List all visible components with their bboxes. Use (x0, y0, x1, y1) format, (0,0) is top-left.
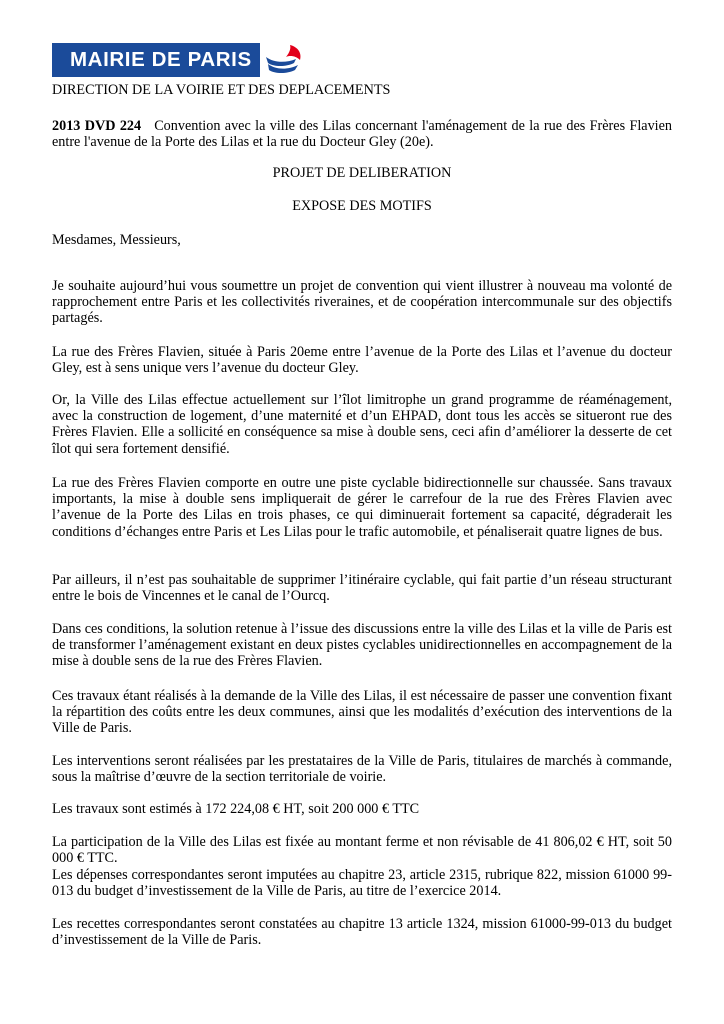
paragraph-2: La rue des Frères Flavien, située à Paris 20eme entre l’avenue de la Porte des Lilas et l’avenue du docteur Gley, est à sens unique vers l’avenue du docteur Gley. (52, 344, 672, 377)
paragraph-9: Les travaux sont estimés à 172 224,08 € HT, soit 200 000 € TTC (52, 801, 420, 817)
paragraph-4: La rue des Frères Flavien comporte en outre une piste cyclable bidirectionnelle sur chaussée. Sans travaux importants, la mise à double sens impliquerait de gérer le carrefour de la rue des Frères Flavien avec l’avenue de la Porte des Lilas en trois phases, ce qui diminuerait fortement sa capacité, dégraderait les conditions d’échanges entre Paris et Les Lilas pour le trafic automobile, et pénaliserait quatre lignes de bus. (52, 475, 672, 540)
paragraph-5: Par ailleurs, il n’est pas souhaitable de supprimer l’itinéraire cyclable, qui fait partie d’un réseau structurant entre le bois de Vincennes et le canal de l’Ourcq. (52, 572, 672, 605)
projet-heading: PROJET DE DELIBERATION (272, 165, 452, 181)
paragraph-7: Ces travaux étant réalisés à la demande de la Ville des Lilas, il est nécessaire de passer une convention fixant la répartition des coûts entre les deux communes, ainsi que les modalités d’exécution des interventions de la Ville de Paris. (52, 688, 672, 737)
direction-heading: DIRECTION DE LA VOIRIE ET DES DEPLACEMENTS (52, 82, 391, 98)
paragraph-6: Dans ces conditions, la solution retenue à l’issue des discussions entre la ville des Lilas et la ville de Paris est de transformer l’aménagement existant en deux pistes cyclables unidirectionnelles en accompagnement de la mise à double sens de la rue des Frères Flavien. (52, 621, 672, 670)
deliberation-reference (52, 118, 672, 150)
salutation: Mesdames, Messieurs, (52, 232, 181, 248)
paragraph-3: Or, la Ville des Lilas effectue actuellement sur l’îlot limitrophe un grand programme de réaménagement, avec la construction de logement, d’une maternité et d’un EHPAD, dont tous les accès se situeront rue des Frères Flavien. Elle a sollicité en conséquence sa mise à double sens, ceci afin d’améliorer la desserte de cet îlot qui sera fortement densifié. (52, 392, 672, 457)
paris-ship-emblem-icon (260, 43, 306, 77)
mairie-de-paris-logo (52, 43, 300, 77)
expose-heading: EXPOSE DES MOTIFS (292, 198, 432, 214)
paragraph-11: Les dépenses correspondantes seront imputées au chapitre 23, article 2315, rubrique 822, mission 61000 99-013 du budget d’investissement de la Ville de Paris, au titre de l’exercice 2014. (52, 867, 672, 900)
logo-text: MAIRIE DE PARIS (70, 47, 252, 71)
reference-code: 2013 DVD 224 (52, 118, 142, 134)
paragraph-1: Je souhaite aujourd’hui vous soumettre un projet de convention qui vient illustrer à nouveau ma volonté de rapprochement entre Paris et les collectivités riveraines, et de coopération intercommunale sur des objectifs partagés. (52, 278, 672, 327)
paragraph-12: Les recettes correspondantes seront constatées au chapitre 13 article 1324, mission 61000-99-013 du budget d’investissement de la Ville de Paris. (52, 916, 672, 949)
paragraph-10: La participation de la Ville des Lilas est fixée au montant ferme et non révisable de 41 806,02 € HT, soit 50 000 € TTC. (52, 834, 672, 867)
reference-title: Convention avec la ville des Lilas concernant l'aménagement de la rue des Frères Flavien entre l'avenue de la Porte des Lilas et la rue du Docteur Gley (20e). (52, 118, 673, 151)
paragraph-8: Les interventions seront réalisées par les prestataires de la Ville de Paris, titulaires de marchés à commande, sous la maîtrise d’œuvre de la section territoriale de voirie. (52, 753, 672, 786)
